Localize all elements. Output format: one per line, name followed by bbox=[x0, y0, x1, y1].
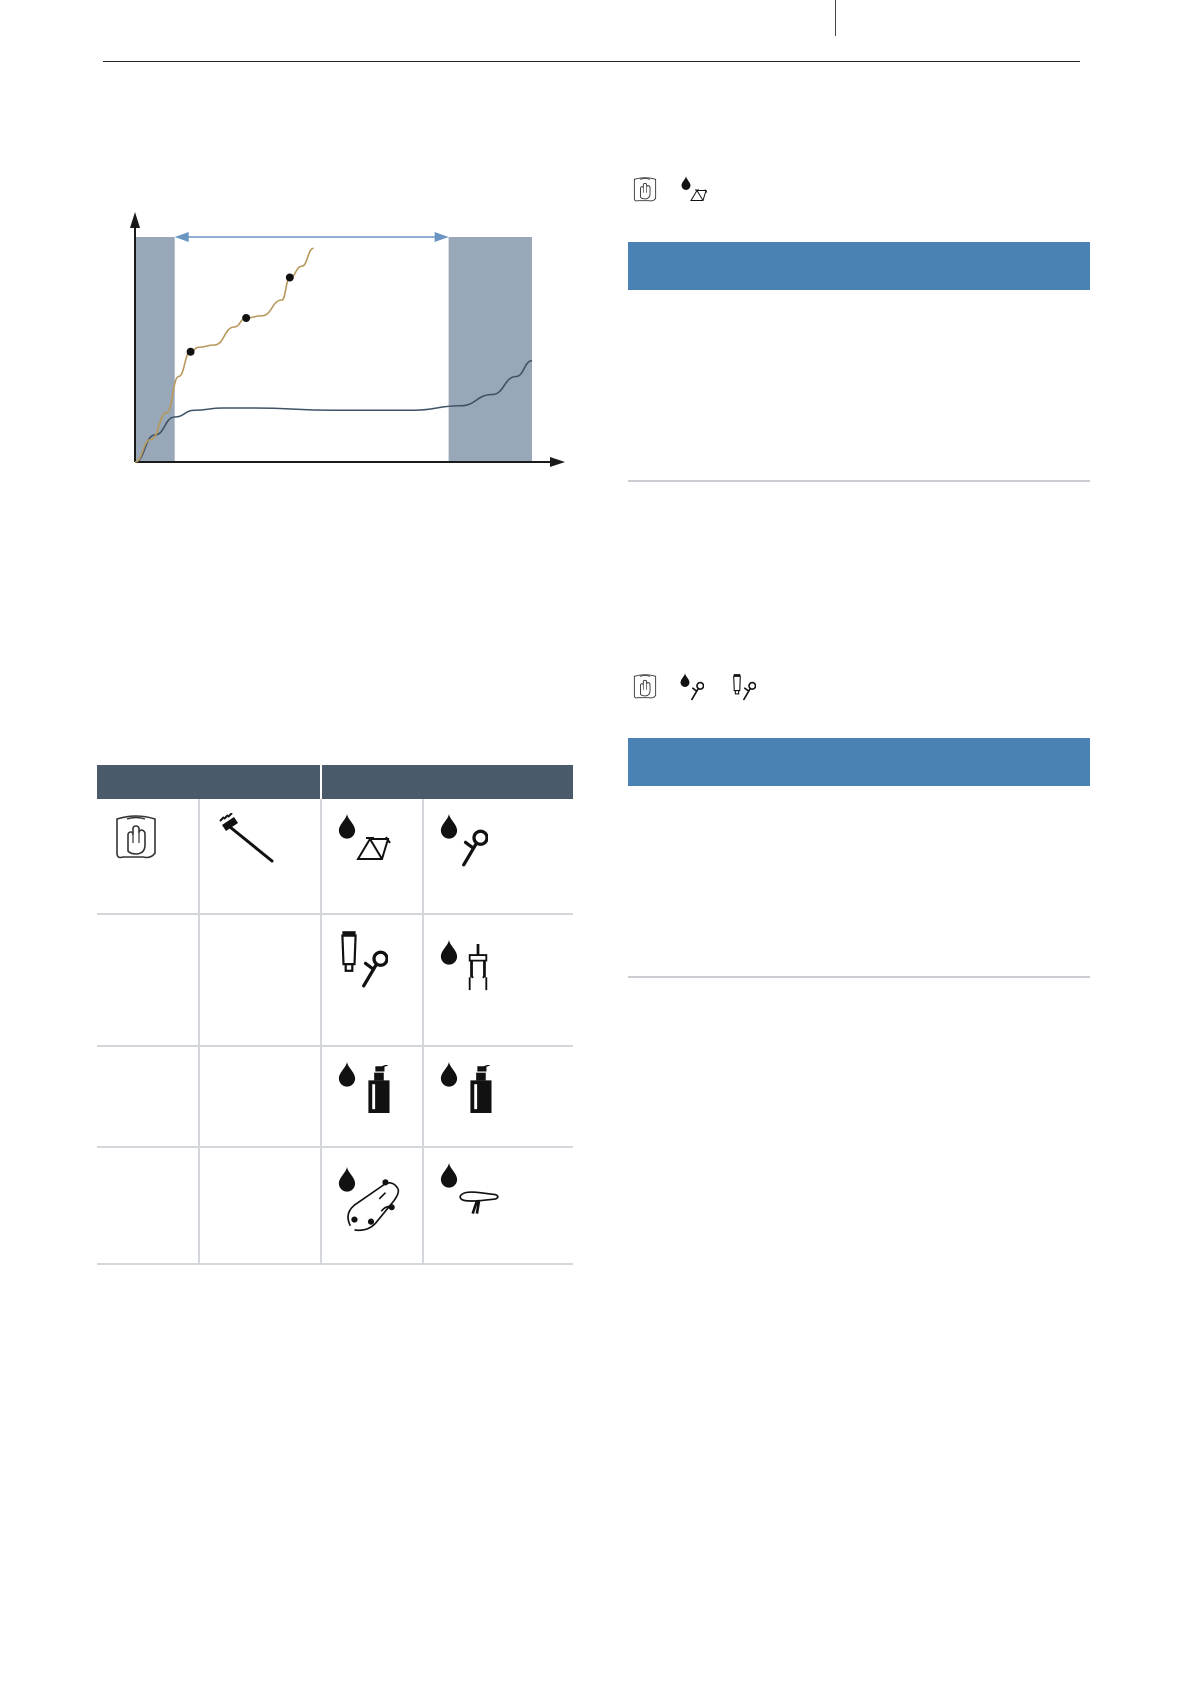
table-cell bbox=[97, 1147, 199, 1264]
span-arrow-right-head bbox=[435, 232, 449, 242]
section-rule-2 bbox=[628, 976, 1090, 978]
section-header-bar-2 bbox=[628, 738, 1090, 786]
table-row bbox=[97, 1147, 573, 1264]
table-cell bbox=[199, 1046, 321, 1147]
icon-row-1 bbox=[632, 176, 710, 204]
table-cell bbox=[199, 799, 321, 914]
wear-curve-chart bbox=[95, 210, 565, 475]
table-cell bbox=[97, 914, 199, 1046]
drop-fork-icon bbox=[440, 929, 496, 995]
table-row bbox=[97, 1046, 573, 1147]
icon-row-2 bbox=[632, 673, 762, 701]
drop-wrench-icon bbox=[680, 673, 710, 701]
drop-wrench-icon bbox=[440, 813, 496, 873]
cloth-hand-icon bbox=[632, 673, 658, 701]
tube-wrench-icon bbox=[732, 673, 762, 701]
cloth-hand-icon bbox=[632, 176, 658, 204]
care-icon-table bbox=[97, 765, 573, 1265]
drop-frame-icon bbox=[680, 176, 710, 204]
drop-frame-icon bbox=[338, 813, 394, 863]
table-cell bbox=[423, 914, 573, 1046]
cloth-hand-icon bbox=[113, 813, 159, 863]
table-cell bbox=[199, 914, 321, 1046]
y-axis-arrowhead bbox=[130, 212, 140, 228]
brush-icon bbox=[216, 813, 276, 863]
table-cell bbox=[423, 799, 573, 914]
table-header-row bbox=[97, 765, 573, 799]
table-cell bbox=[321, 1147, 423, 1264]
table-cell bbox=[199, 1147, 321, 1264]
table-cell bbox=[97, 799, 199, 914]
chart-band-0 bbox=[135, 237, 175, 462]
chart-band-1 bbox=[449, 237, 532, 462]
bookmark-line bbox=[835, 0, 836, 36]
table-cell bbox=[321, 1046, 423, 1147]
drop-spray-icon bbox=[440, 1061, 500, 1115]
drop-spray-icon bbox=[338, 1061, 398, 1115]
table-cell bbox=[423, 1147, 573, 1264]
section-rule-1 bbox=[628, 480, 1090, 482]
drop-chain-icon bbox=[338, 1162, 404, 1234]
span-arrow-left-head bbox=[175, 232, 189, 242]
table-cell bbox=[97, 1046, 199, 1147]
tube-wrench-icon bbox=[338, 929, 394, 995]
chart-markers bbox=[187, 274, 294, 356]
table-cell bbox=[321, 914, 423, 1046]
span-arrow bbox=[175, 232, 449, 242]
table-header-cell-right bbox=[321, 765, 573, 799]
marker-point-2 bbox=[286, 274, 294, 282]
table-row bbox=[97, 799, 573, 914]
x-axis-arrowhead bbox=[550, 457, 565, 467]
marker-point-1 bbox=[242, 314, 250, 322]
marker-point-0 bbox=[187, 348, 195, 356]
section-header-bar-1 bbox=[628, 242, 1090, 290]
table-row bbox=[97, 914, 573, 1046]
table-cell bbox=[321, 799, 423, 914]
header-rule bbox=[103, 61, 1080, 62]
table-header-cell-left bbox=[97, 765, 321, 799]
table-cell bbox=[423, 1046, 573, 1147]
drop-saddle-icon bbox=[440, 1162, 504, 1218]
